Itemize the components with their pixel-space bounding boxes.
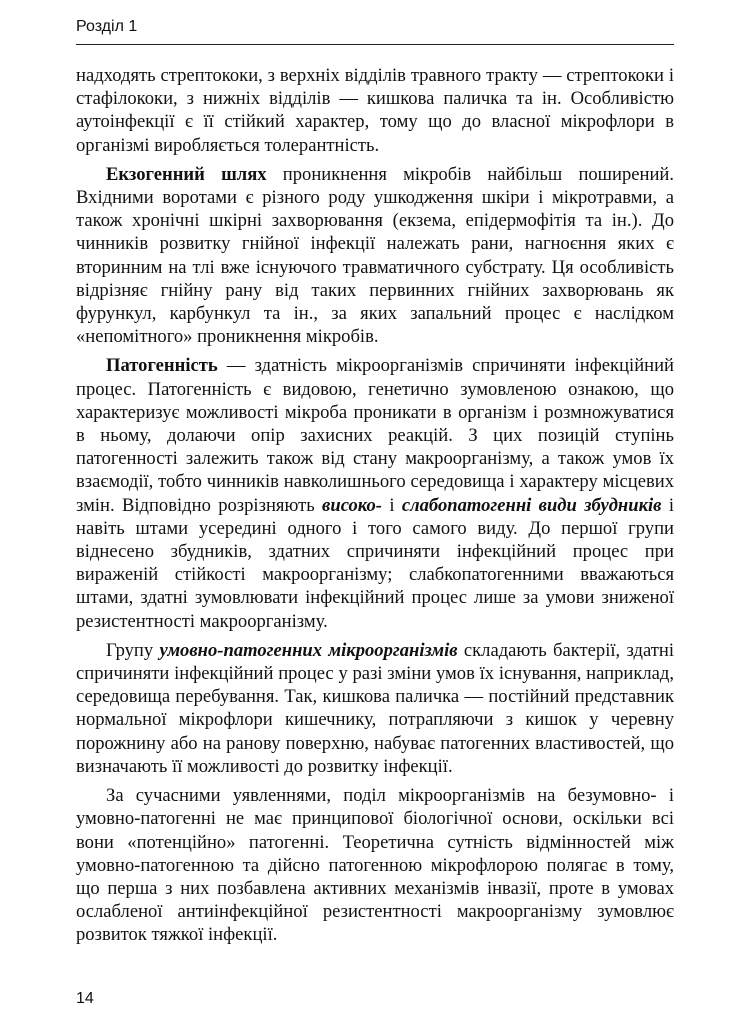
page-number: 14 — [76, 990, 94, 1007]
emphasized-term: слабопатогенні види збудників — [401, 494, 662, 516]
header-rule — [76, 44, 674, 45]
text-run: проникнення мікробів найбільш поширений. Вхідними воротами є різного роду ушкодження шкіри і мікротравми, а також хронічні шкірні захворювання (екзема, епідермофітія та ін.). До чинників розвитку гнійної інфекції належать рани, нагноєння яких є вторинним на тлі вже існуючого травматичного субстрату. Ця особливість відрізняє гнійну рану від таких первинних гнійних захворювань як фурункул, карбункул та ін., за яких запальний процес є наслідком «непомітного» проникнення мікробів. — [76, 163, 675, 348]
body-text — [76, 64, 674, 953]
emphasized-term: умовно-патогенних мікроорганізмів — [159, 639, 458, 661]
paragraph — [76, 64, 674, 157]
paragraph — [76, 639, 674, 778]
bold-term: Екзогенний шлях — [106, 163, 267, 185]
text-run: і навіть штами усередині одного і того самого виду. До першої групи віднесено збудників, здатних спричиняти інфекційний процес при вираженій стійкості макроорганізму; слабкопатогенними вважаються штами, здатні зумовлювати інфекційний процес лише за умови зниженої резистентності макроорганізму. — [76, 494, 674, 632]
text-run: — здатність мікроорганізмів спричиняти інфекційний процес. Патогенність є видовою, генетично зумовленою ознакою, що характеризує можливості мікроба проникати в організм і розмножуватися в ньому, долаючи опір захисних реакцій. З цих позицій ступінь патогенності залежить також від стану макроорганізму, а також умов їх взаємодії, тобто чинників навколишнього середовища і характеру місцевих змін. Відповідно розрізняють — [76, 355, 674, 516]
paragraph — [76, 784, 674, 946]
running-head: Розділ 1 — [76, 18, 138, 35]
text-run: складають бактерії, здатні спричиняти інфекційний процес у разі зміни умов їх існування, наприклад, середовища перебування. Так, кишкова паличка — постійний представник нормальної мікрофлори кишечнику, потрапляючи з кишок у черевну порожнину або на ранову поверхню, набуває патогенних властивостей, що визначають її можливості до розвитку інфекції. — [76, 639, 675, 777]
bold-term: Патогенність — [106, 355, 218, 377]
text-run: і — [382, 494, 402, 516]
emphasized-term: високо- — [322, 494, 382, 516]
text-run: За сучасними уявленнями, поділ мікроорганізмів на безумовно- і умовно-патогенні не має принципової біологічної основи, оскільки всі вони «потенційно» патогенні. Теоретична сутність відмінностей між умовно-патогенною та дійсно патогенною мікрофлорою полягає в тому, що перша з них позбавлена активних механізмів інвазії, проте в умовах ослабленої антиінфекційної резистентності макроорганізму зумовлює розвиток тяжкої інфекції. — [76, 785, 674, 946]
paragraph — [76, 163, 674, 349]
text-run: Групу — [106, 639, 160, 661]
paragraph — [76, 354, 674, 632]
text-run: надходять стрептококи, з верхніх відділів травного тракту — стрептококи і стафілококи, з нижніх відділів — кишкова паличка та ін. Особливістю аутоінфекції є її стійкий характер, тому що до власної мікрофлори в організмі виробляється толерантність. — [76, 65, 674, 156]
